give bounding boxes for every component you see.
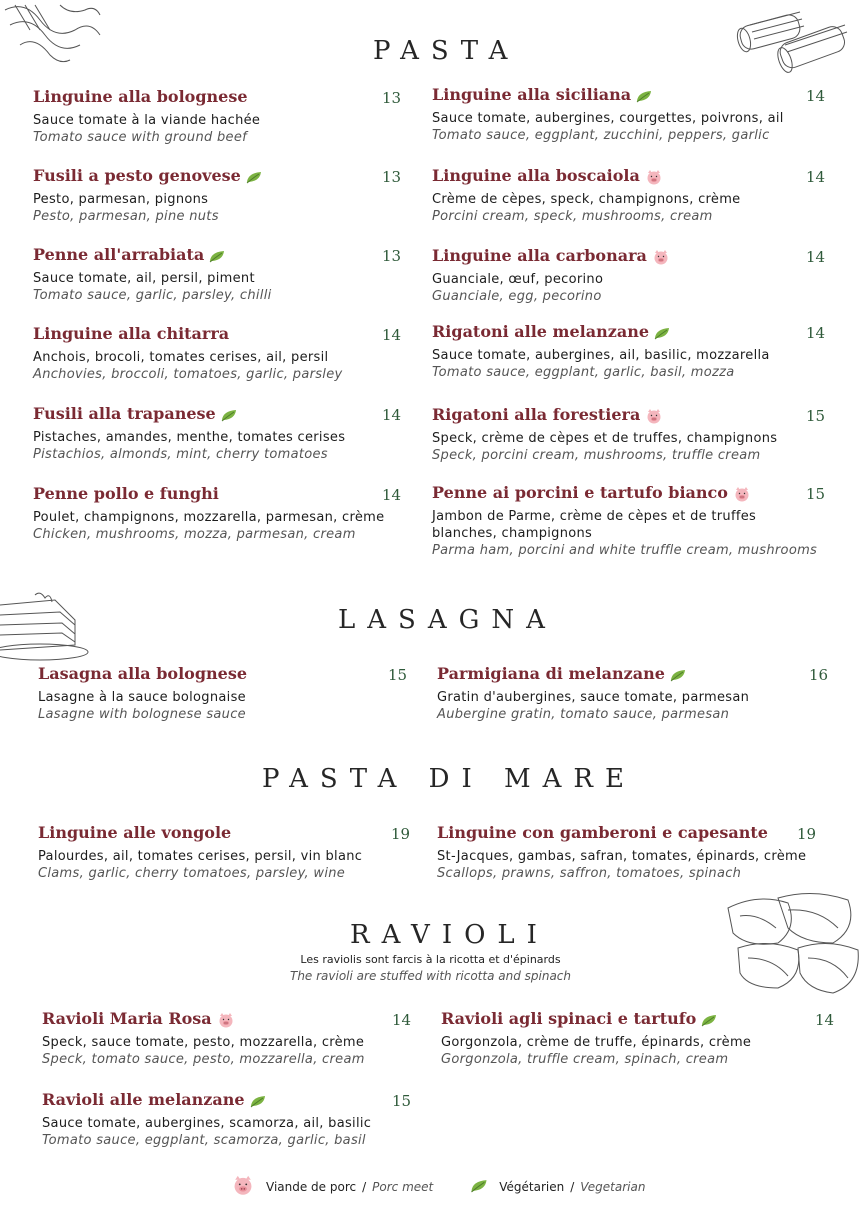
section-title-pasta: PASTA bbox=[373, 36, 520, 66]
dish-description-fr: Crème de cèpes, speck, champignons, crème bbox=[432, 192, 741, 207]
dish-description-en: Parma ham, porcini and white truffle cream, mushrooms bbox=[432, 543, 818, 558]
leaf-icon bbox=[700, 1009, 718, 1028]
menu-item-ravioli-maria-rosa bbox=[42, 1009, 402, 1068]
dish-description-en: Tomato sauce, eggplant, zucchini, peppers, garlic bbox=[432, 128, 770, 143]
menu-item-lasagna-alla-bolognese bbox=[38, 664, 398, 723]
dish-price: 15 bbox=[388, 666, 408, 684]
dish-name-text: Fusili a pesto genovese bbox=[33, 166, 241, 185]
dish-name bbox=[33, 324, 393, 343]
dish-name-text: Linguine alla boscaiola bbox=[432, 166, 640, 185]
menu-item-penne-ai-porcini-e-tartufo-bianco bbox=[432, 483, 822, 559]
dish-description-en: Aubergine gratin, tomato sauce, parmesan bbox=[437, 707, 730, 722]
dish-name bbox=[42, 1009, 402, 1028]
pig-icon bbox=[230, 1174, 256, 1199]
dish-name bbox=[33, 484, 393, 503]
dish-description-fr: Gratin d'aubergines, sauce tomate, parmesan bbox=[437, 690, 750, 705]
dish-name-text: Fusili alla trapanese bbox=[33, 404, 216, 423]
dish-name-text: Penne all'arrabiata bbox=[33, 245, 205, 264]
section-title-ravioli: RAVIOLI bbox=[350, 920, 549, 950]
pig-icon bbox=[216, 1009, 236, 1028]
leaf-icon bbox=[669, 664, 687, 683]
dish-name-text: Linguine alle vongole bbox=[38, 823, 232, 842]
dish-name bbox=[38, 823, 398, 842]
dish-description-en: Clams, garlic, cherry tomatoes, parsley, wine bbox=[38, 866, 346, 881]
dish-description-fr: Lasagne à la sauce bolognaise bbox=[38, 690, 246, 705]
dish-description-en: Speck, tomato sauce, pesto, mozzarella, cream bbox=[42, 1052, 365, 1067]
dish-name-text: Penne ai porcini e tartufo bianco bbox=[432, 483, 728, 502]
leaf-icon bbox=[635, 85, 653, 104]
menu-item-rigatoni-alla-forestiera bbox=[432, 405, 822, 464]
dish-name-text: Ravioli Maria Rosa bbox=[42, 1009, 212, 1028]
dish-description-fr: Sauce tomate, aubergines, ail, basilic, mozzarella bbox=[432, 348, 770, 363]
leaf-icon bbox=[208, 245, 226, 264]
dish-name bbox=[33, 245, 393, 264]
dish-name-text: Rigatoni alla forestiera bbox=[432, 405, 641, 424]
dish-name-text: Rigatoni alle melanzane bbox=[432, 322, 649, 341]
legend-veg-en: Vegetarian bbox=[580, 1179, 646, 1194]
dish-name bbox=[33, 404, 393, 423]
dish-description-fr: Sauce tomate, ail, persil, piment bbox=[33, 271, 255, 286]
dish-price: 14 bbox=[806, 87, 826, 105]
dish-name-text: Linguine alla chitarra bbox=[33, 324, 230, 343]
dish-name bbox=[432, 85, 822, 104]
dish-description-fr: Poulet, champignons, mozzarella, parmesan, crème bbox=[33, 510, 385, 525]
menu-item-linguine-alla-carbonara bbox=[432, 246, 822, 305]
menu-item-ravioli-alle-melanzane bbox=[42, 1090, 402, 1149]
dish-description-fr: Anchois, brocoli, tomates cerises, ail, persil bbox=[33, 350, 329, 365]
menu-item-linguine-alla-boscaiola bbox=[432, 166, 822, 225]
menu-item-penne-pollo-e-funghi bbox=[33, 484, 393, 543]
menu-item-ravioli-agli-spinaci-e-tartufo bbox=[441, 1009, 821, 1068]
dish-description-en: Guanciale, egg, pecorino bbox=[432, 289, 602, 304]
menu-item-linguine-con-gamberoni-e-capesante bbox=[437, 823, 817, 882]
dish-description-fr: Speck, crème de cèpes et de truffes, champignons bbox=[432, 431, 778, 446]
menu-item-fusili-a-pesto-genovese bbox=[33, 166, 393, 225]
dish-name bbox=[437, 664, 817, 683]
dish-description-en: Pistachios, almonds, mint, cherry tomatoes bbox=[33, 447, 328, 462]
menu-item-penne-all-arrabiata bbox=[33, 245, 393, 304]
dish-name bbox=[432, 246, 822, 265]
menu-item-linguine-alla-siciliana bbox=[432, 85, 822, 144]
dish-price: 15 bbox=[392, 1092, 412, 1110]
dish-name bbox=[432, 322, 822, 341]
dish-price: 14 bbox=[806, 324, 826, 342]
dish-name bbox=[432, 405, 822, 424]
section-title-pasta-di-mare: PASTA DI MARE bbox=[262, 764, 636, 794]
menu-item-rigatoni-alle-melanzane bbox=[432, 322, 822, 381]
dish-name bbox=[33, 87, 393, 106]
lasagna-sketch-illustration bbox=[0, 590, 90, 665]
dish-description-en: Anchovies, broccoli, tomatoes, garlic, parsley bbox=[33, 367, 343, 382]
legend-separator: / bbox=[362, 1179, 367, 1194]
pig-icon bbox=[644, 166, 664, 185]
dish-description-en: Gorgonzola, truffle cream, spinach, cream bbox=[441, 1052, 729, 1067]
dish-name bbox=[432, 483, 822, 502]
leaf-icon bbox=[220, 404, 238, 423]
dish-price: 14 bbox=[392, 1011, 412, 1029]
dish-description-fr: Sauce tomate, aubergines, scamorza, ail, basilic bbox=[42, 1116, 372, 1131]
dish-description-en: Tomato sauce, eggplant, scamorza, garlic, basil bbox=[42, 1133, 366, 1148]
dish-description-fr: Sauce tomate, aubergines, courgettes, poivrons, ail bbox=[432, 111, 784, 126]
dish-price: 14 bbox=[806, 248, 826, 266]
dish-name bbox=[432, 166, 822, 185]
dish-name-text: Linguine con gamberoni e capesante bbox=[437, 823, 768, 842]
dish-description-fr: Gorgonzola, crème de truffe, épinards, crème bbox=[441, 1035, 752, 1050]
dish-price: 15 bbox=[806, 407, 826, 425]
dish-price: 19 bbox=[797, 825, 817, 843]
dish-price: 13 bbox=[382, 89, 402, 107]
dish-price: 13 bbox=[382, 247, 402, 265]
ravioli-note-en: The ravioli are stuffed with ricotta and spinach bbox=[289, 969, 571, 983]
dish-description-en: Tomato sauce with ground beef bbox=[33, 130, 248, 145]
dish-name-text: Ravioli agli spinaci e tartufo bbox=[441, 1009, 697, 1028]
dish-description-fr: Pistaches, amandes, menthe, tomates cerises bbox=[33, 430, 346, 445]
dish-description-en: Pesto, parmesan, pine nuts bbox=[33, 209, 219, 224]
menu-item-fusili-alla-trapanese bbox=[33, 404, 393, 463]
pig-icon bbox=[732, 483, 752, 502]
dish-description-fr: Sauce tomate à la viande hachée bbox=[33, 113, 261, 128]
dish-name-text: Linguine alla siciliana bbox=[432, 85, 632, 104]
legend-separator: / bbox=[570, 1179, 575, 1194]
legend bbox=[230, 1174, 645, 1199]
legend-pork-en: Porc meet bbox=[372, 1179, 434, 1194]
pig-icon bbox=[644, 405, 664, 424]
dish-price: 16 bbox=[809, 666, 829, 684]
dish-name bbox=[33, 166, 393, 185]
leaf-icon bbox=[469, 1178, 489, 1196]
dish-description-fr: St-Jacques, gambas, safran, tomates, épinards, crème bbox=[437, 849, 807, 864]
dish-name-text: Linguine alla carbonara bbox=[432, 246, 647, 265]
menu-item-linguine-alla-chitarra bbox=[33, 324, 393, 383]
dish-name-text: Parmigiana di melanzane bbox=[437, 664, 665, 683]
dish-description-en: Speck, porcini cream, mushrooms, truffle cream bbox=[432, 448, 761, 463]
dish-description-fr: Jambon de Parme, crème de cèpes et de truffes blanches, champignons bbox=[432, 509, 757, 541]
dish-description-fr: Pesto, parmesan, pignons bbox=[33, 192, 209, 207]
dish-price: 14 bbox=[806, 168, 826, 186]
leaf-icon bbox=[245, 166, 263, 185]
dish-name-text: Linguine alla bolognese bbox=[33, 87, 248, 106]
dish-description-en: Chicken, mushrooms, mozza, parmesan, cream bbox=[33, 527, 356, 542]
pasta-sketch-illustration bbox=[0, 0, 110, 70]
ravioli-note-fr: Les raviolis sont farcis à la ricotta et d'épinards bbox=[300, 953, 561, 966]
dish-price: 19 bbox=[391, 825, 411, 843]
dish-price: 13 bbox=[382, 168, 402, 186]
dish-description-en: Lasagne with bolognese sauce bbox=[38, 707, 246, 722]
dish-name bbox=[38, 664, 398, 683]
rigatoni-sketch-illustration bbox=[730, 0, 861, 80]
dish-description-fr: Speck, sauce tomate, pesto, mozzarella, crème bbox=[42, 1035, 365, 1050]
leaf-icon bbox=[249, 1090, 267, 1109]
section-title-lasagna: LASAGNA bbox=[338, 605, 557, 635]
dish-price: 14 bbox=[382, 486, 402, 504]
dish-price: 14 bbox=[815, 1011, 835, 1029]
dish-description-en: Porcini cream, speck, mushrooms, cream bbox=[432, 209, 713, 224]
legend-pork-fr: Viande de porc bbox=[266, 1179, 357, 1194]
dish-description-fr: Guanciale, œuf, pecorino bbox=[432, 272, 604, 287]
dish-name-text: Ravioli alle melanzane bbox=[42, 1090, 245, 1109]
dish-price: 14 bbox=[382, 406, 402, 424]
dish-description-en: Scallops, prawns, saffron, tomatoes, spinach bbox=[437, 866, 742, 881]
dish-name bbox=[437, 823, 817, 842]
ravioli-sketch-illustration bbox=[718, 888, 861, 1000]
dish-description-en: Tomato sauce, garlic, parsley, chilli bbox=[33, 288, 272, 303]
dish-name-text: Lasagna alla bolognese bbox=[38, 664, 248, 683]
dish-name bbox=[441, 1009, 821, 1028]
dish-price: 15 bbox=[806, 485, 826, 503]
menu-item-parmigiana-di-melanzane bbox=[437, 664, 817, 723]
pig-icon bbox=[651, 246, 671, 265]
dish-name bbox=[42, 1090, 402, 1109]
dish-description-en: Tomato sauce, eggplant, garlic, basil, mozza bbox=[432, 365, 735, 380]
menu-item-linguine-alle-vongole bbox=[38, 823, 398, 882]
dish-price: 14 bbox=[382, 326, 402, 344]
dish-name-text: Penne pollo e funghi bbox=[33, 484, 219, 503]
leaf-icon bbox=[653, 322, 671, 341]
legend-veg-fr: Végétarien bbox=[499, 1179, 565, 1194]
dish-description-fr: Palourdes, ail, tomates cerises, persil, vin blanc bbox=[38, 849, 363, 864]
menu-item-linguine-alla-bolognese bbox=[33, 87, 393, 146]
